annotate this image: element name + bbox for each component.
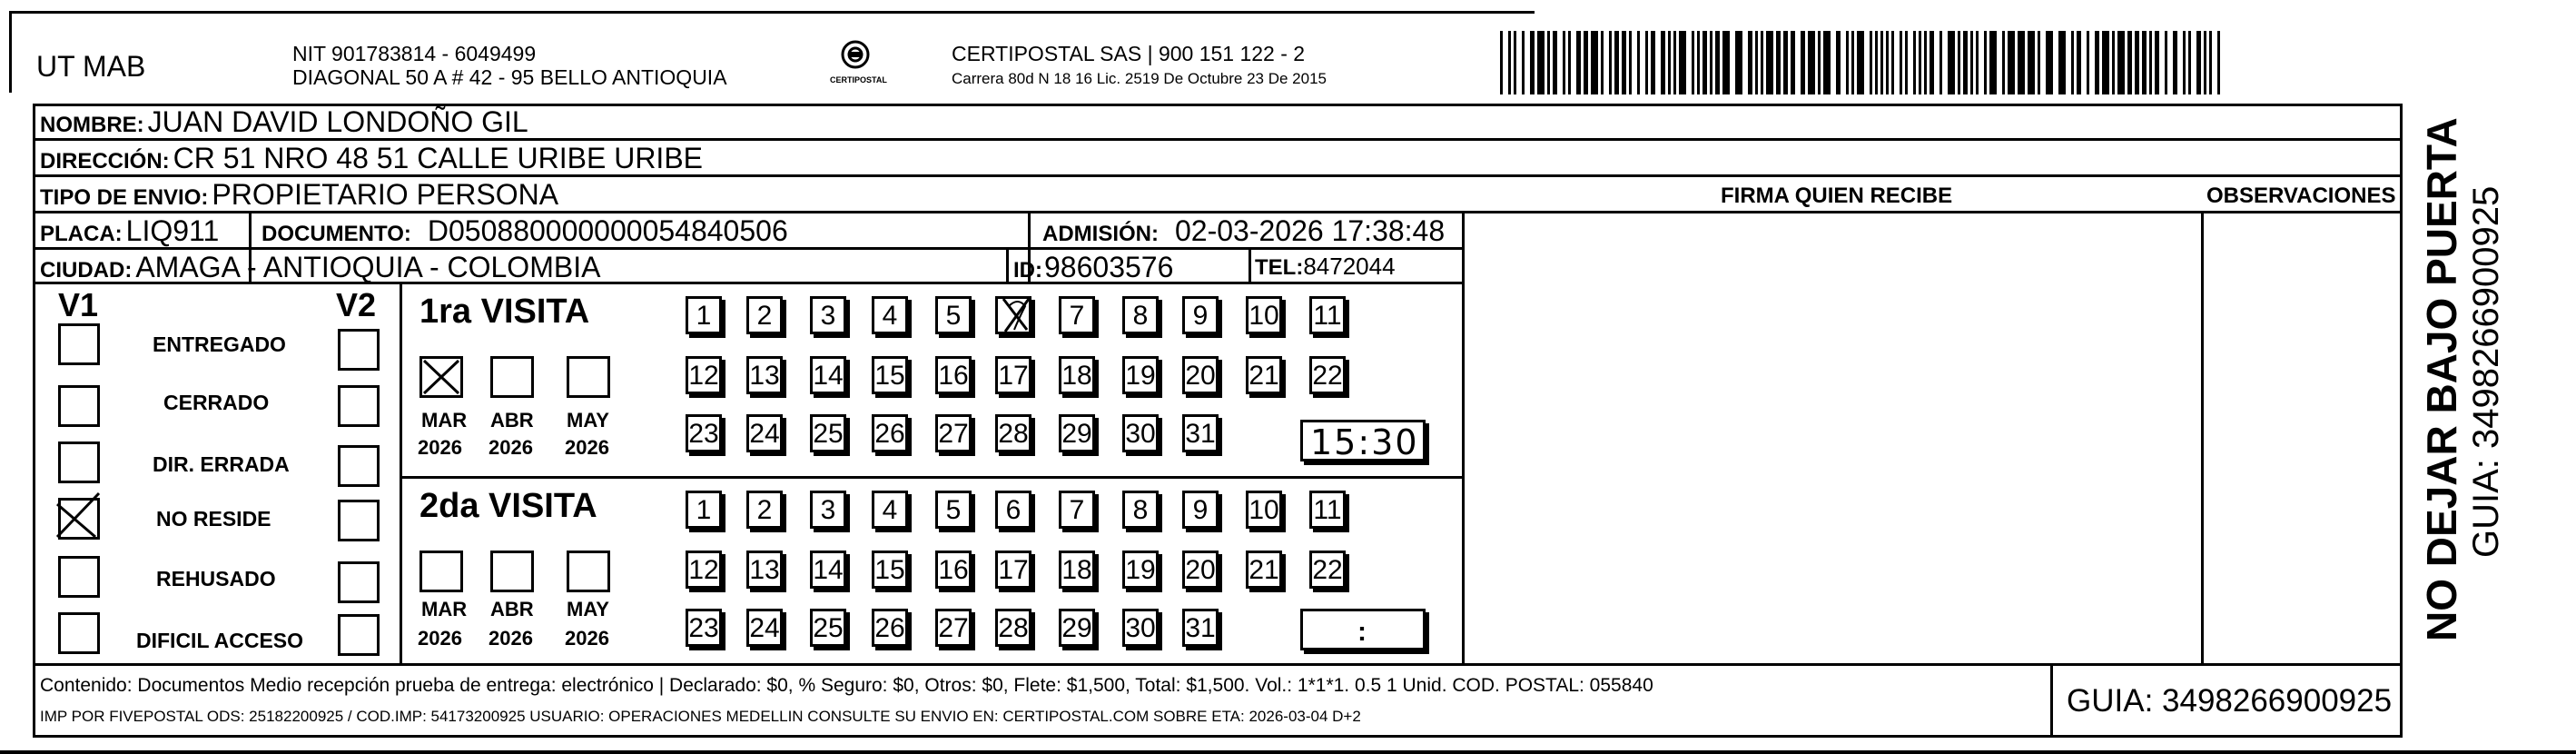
second-visit-day-12[interactable]: 12 — [686, 551, 722, 589]
second-visit-day-20[interactable]: 20 — [1182, 551, 1219, 589]
second-visit-day-8[interactable]: 8 — [1122, 491, 1159, 529]
second-visit-time-box[interactable] — [1300, 609, 1426, 650]
v1-checkbox-no-reside[interactable] — [58, 498, 100, 540]
first-visit-day-28[interactable]: 28 — [995, 414, 1031, 452]
v2-checkbox-cerrado[interactable] — [338, 385, 380, 427]
left-rule — [9, 11, 12, 93]
v1-checkbox-dir-errada[interactable] — [58, 441, 100, 483]
second-visit-day-10[interactable]: 10 — [1246, 491, 1282, 529]
v2-checkbox-rehusado[interactable] — [338, 561, 380, 603]
first-visit-day-30[interactable]: 30 — [1122, 414, 1159, 452]
handwritten-x-icon — [996, 293, 1036, 335]
v2-label: V2 — [336, 286, 377, 323]
ciudad-cell: CIUDAD: AMAGA - ANTIOQUIA - COLOMBIA — [40, 251, 601, 283]
col-line — [2201, 211, 2204, 665]
top-rule — [9, 11, 1535, 14]
first-year-label-mar: 2026 — [418, 436, 462, 459]
first-visit-day-3[interactable]: 3 — [810, 296, 846, 334]
footer-guia: GUIA: 3498266900925 — [2067, 683, 2393, 719]
first-visit-day-8[interactable]: 8 — [1122, 296, 1159, 334]
ciudad-value: AMAGA - ANTIOQUIA - COLOMBIA — [135, 251, 601, 283]
v1-checkbox-entregado[interactable] — [58, 323, 100, 365]
first-visit-day-20[interactable]: 20 — [1182, 356, 1219, 394]
first-visit-day-14[interactable]: 14 — [810, 356, 846, 394]
col-line — [400, 282, 402, 665]
first-visit-month-mar[interactable] — [419, 356, 463, 398]
second-visit-day-31[interactable]: 31 — [1182, 609, 1219, 647]
footer-imp: IMP POR FIVEPOSTAL ODS: 25182200925 / COD.IMP: 54173200925 USUARIO: OPERACIONES MEDELLIN CONSULTE SU ENVIO EN: CERTIPOSTAL.COM SOBRE ETA: 2026-03-04 D+2 — [40, 708, 1361, 725]
second-year-label-mar: 2026 — [418, 627, 462, 650]
v1-label: V1 — [58, 286, 99, 323]
first-visit-day-4[interactable]: 4 — [872, 296, 908, 334]
observaciones-header: OBSERVACIONES — [2206, 184, 2396, 208]
placa-cell: PLACA: LIQ911 — [40, 214, 220, 247]
first-visit-day-22[interactable]: 22 — [1309, 356, 1346, 394]
second-visit-day-30[interactable]: 30 — [1122, 609, 1159, 647]
admision-value: 02-03-2026 17:38:48 — [1175, 214, 1446, 247]
second-visit-day-5[interactable]: 5 — [935, 491, 972, 529]
second-visit-day-27[interactable]: 27 — [935, 609, 972, 647]
second-visit-day-7[interactable]: 7 — [1059, 491, 1095, 529]
v2-checkbox-no-reside[interactable] — [338, 500, 380, 541]
col-line — [1006, 247, 1009, 283]
first-visit-month-may[interactable] — [567, 356, 610, 398]
v1-checkbox-dificil-acceso[interactable] — [58, 612, 100, 654]
first-month-label-abr: ABR — [490, 409, 534, 432]
status-no-reside: NO RESIDE — [156, 507, 271, 531]
first-year-label-abr: 2026 — [489, 436, 533, 459]
col-line — [2050, 663, 2053, 738]
second-visit-day-15[interactable]: 15 — [872, 551, 908, 589]
first-visit-day-27[interactable]: 27 — [935, 414, 972, 452]
first-visit-day-2[interactable]: 2 — [746, 296, 783, 334]
second-visit-time: : — [1357, 617, 1367, 647]
first-visit-day-12[interactable]: 12 — [686, 356, 722, 394]
v2-checkbox-dificil-acceso[interactable] — [338, 614, 380, 656]
nombre-value: JUAN DAVID LONDOÑO GIL — [147, 105, 528, 138]
second-visit-day-23[interactable]: 23 — [686, 609, 722, 647]
nombre-row: NOMBRE: JUAN DAVID LONDOÑO GIL — [40, 105, 528, 138]
second-visit-day-4[interactable]: 4 — [872, 491, 908, 529]
first-visit-day-24[interactable]: 24 — [746, 414, 783, 452]
second-year-label-may: 2026 — [565, 627, 609, 650]
second-visit-day-19[interactable]: 19 — [1122, 551, 1159, 589]
first-visit-day-5[interactable]: 5 — [935, 296, 972, 334]
first-visit-day-26[interactable]: 26 — [872, 414, 908, 452]
col-line — [1028, 211, 1031, 247]
v2-checkbox-entregado[interactable] — [338, 329, 380, 371]
status-cerrado: CERRADO — [163, 391, 270, 414]
courier-name: CERTIPOSTAL SAS | 900 151 122 - 2 — [952, 42, 1306, 65]
col-line — [1249, 247, 1251, 283]
barcode-icon — [1500, 31, 2226, 94]
second-visit-day-25[interactable]: 25 — [810, 609, 846, 647]
second-visit-day-1[interactable]: 1 — [686, 491, 722, 529]
footer-contenido: Contenido: Documentos Medio recepción prueba de entrega: electrónico | Declarado: $0, % Seguro: $0, Otros: $0, Flete: $1,500, Total: $1,500. Vol.: 1*1*1. 0.5 1 Unid. COD. POSTAL: 055840 — [40, 675, 1653, 696]
col-line — [1462, 211, 1465, 665]
handwritten-check-icon — [55, 491, 103, 539]
second-visit-day-13[interactable]: 13 — [746, 551, 783, 589]
row-line — [400, 476, 1464, 479]
status-entregado: ENTREGADO — [153, 332, 286, 356]
first-visit-day-31[interactable]: 31 — [1182, 414, 1219, 452]
second-visit-day-16[interactable]: 16 — [935, 551, 972, 589]
first-visit-day-29[interactable]: 29 — [1059, 414, 1095, 452]
status-dificil-acceso: DIFICIL ACCESO — [136, 629, 304, 652]
second-visit-month-mar[interactable] — [419, 551, 463, 592]
second-visit-day-29[interactable]: 29 — [1059, 609, 1095, 647]
direccion-value: CR 51 NRO 48 51 CALLE URIBE URIBE — [173, 142, 703, 174]
second-visit-title: 2da VISITA — [419, 487, 597, 525]
first-visit-day-10[interactable]: 10 — [1246, 296, 1282, 334]
first-visit-title: 1ra VISITA — [419, 293, 590, 331]
second-visit-day-9[interactable]: 9 — [1182, 491, 1219, 529]
second-year-label-abr: 2026 — [489, 627, 533, 650]
bottom-rule — [0, 750, 2576, 754]
documento-value: D050880000000054840506 — [427, 214, 788, 247]
v1-checkbox-rehusado[interactable] — [58, 556, 100, 598]
second-visit-day-28[interactable]: 28 — [995, 609, 1031, 647]
tipo-value: PROPIETARIO PERSONA — [212, 178, 559, 211]
direccion-row: DIRECCIÓN: CR 51 NRO 48 51 CALLE URIBE URIBE — [40, 142, 703, 174]
second-visit-day-18[interactable]: 18 — [1059, 551, 1095, 589]
admision-cell: ADMISIÓN: 02-03-2026 17:38:48 — [1042, 214, 1446, 247]
first-visit-day-11[interactable]: 11 — [1309, 296, 1346, 334]
second-visit-month-abr[interactable] — [490, 551, 534, 592]
first-visit-time: 15:30 — [1310, 422, 1419, 462]
second-month-label-mar: MAR — [421, 598, 468, 620]
first-visit-month-abr[interactable] — [490, 356, 534, 398]
status-dir-errada: DIR. ERRADA — [153, 452, 290, 476]
id-value: 98603576 — [1044, 251, 1174, 283]
first-visit-day-1[interactable]: 1 — [686, 296, 722, 334]
logo-text: CERTIPOSTAL — [830, 75, 887, 84]
courier-license: Carrera 80d N 18 16 Lic. 2519 De Octubre 23 De 2015 — [952, 70, 1327, 87]
firma-header: FIRMA QUIEN RECIBE — [1721, 184, 1953, 208]
no-dejar-bajo-puerta: NO DEJAR BAJO PUERTA — [2418, 117, 2465, 641]
first-month-label-mar: MAR — [421, 409, 468, 432]
sender-address: DIAGONAL 50 A # 42 - 95 BELLO ANTIOQUIA — [292, 65, 727, 89]
check-x-icon — [422, 359, 460, 395]
v1-checkbox-cerrado[interactable] — [58, 385, 100, 427]
row-line — [33, 174, 2403, 177]
second-month-label-may: MAY — [567, 598, 609, 620]
first-visit-day-7[interactable]: 7 — [1059, 296, 1095, 334]
second-visit-day-24[interactable]: 24 — [746, 609, 783, 647]
first-visit-time-box[interactable] — [1300, 420, 1426, 461]
first-visit-day-23[interactable]: 23 — [686, 414, 722, 452]
tel-value: 8472044 — [1303, 253, 1396, 280]
row-line — [33, 138, 2403, 141]
second-visit-day-21[interactable]: 21 — [1246, 551, 1282, 589]
first-month-label-may: MAY — [567, 409, 609, 432]
company-name: UT MAB — [36, 50, 146, 83]
first-visit-day-16[interactable]: 16 — [935, 356, 972, 394]
second-visit-day-11[interactable]: 11 — [1309, 491, 1346, 529]
placa-value: LIQ911 — [125, 214, 220, 247]
guia-vertical: GUIA: 3498266900925 — [2466, 185, 2506, 558]
first-visit-day-15[interactable]: 15 — [872, 356, 908, 394]
nit: NIT 901783814 - 6049499 — [292, 42, 537, 65]
documento-cell: DOCUMENTO: D050880000000054840506 — [262, 214, 788, 247]
first-visit-day-17[interactable]: 17 — [995, 356, 1031, 394]
tipo-row: TIPO DE ENVIO: PROPIETARIO PERSONA — [40, 178, 559, 211]
status-rehusado: REHUSADO — [156, 567, 276, 590]
first-visit-day-21[interactable]: 21 — [1246, 356, 1282, 394]
col-line — [249, 211, 252, 247]
second-visit-day-17[interactable]: 17 — [995, 551, 1031, 589]
second-visit-day-14[interactable]: 14 — [810, 551, 846, 589]
second-visit-day-26[interactable]: 26 — [872, 609, 908, 647]
first-visit-day-18[interactable]: 18 — [1059, 356, 1095, 394]
first-visit-day-9[interactable]: 9 — [1182, 296, 1219, 334]
row-line — [33, 663, 2403, 666]
row-line — [33, 211, 2403, 213]
certipostal-logo-icon — [828, 36, 887, 91]
tel-cell: TEL:8472044 — [1255, 253, 1396, 280]
id-cell: ID:98603576 — [1013, 251, 1174, 283]
second-month-label-abr: ABR — [490, 598, 534, 620]
second-visit-day-22[interactable]: 22 — [1309, 551, 1346, 589]
v2-checkbox-dir-errada[interactable] — [338, 445, 380, 487]
first-visit-day-25[interactable]: 25 — [810, 414, 846, 452]
second-visit-day-3[interactable]: 3 — [810, 491, 846, 529]
first-visit-day-19[interactable]: 19 — [1122, 356, 1159, 394]
first-year-label-may: 2026 — [565, 436, 609, 459]
second-visit-day-6[interactable]: 6 — [995, 491, 1031, 529]
first-visit-day-13[interactable]: 13 — [746, 356, 783, 394]
second-visit-month-may[interactable] — [567, 551, 610, 592]
first-visit-day-6[interactable] — [995, 296, 1031, 334]
second-visit-day-2[interactable]: 2 — [746, 491, 783, 529]
